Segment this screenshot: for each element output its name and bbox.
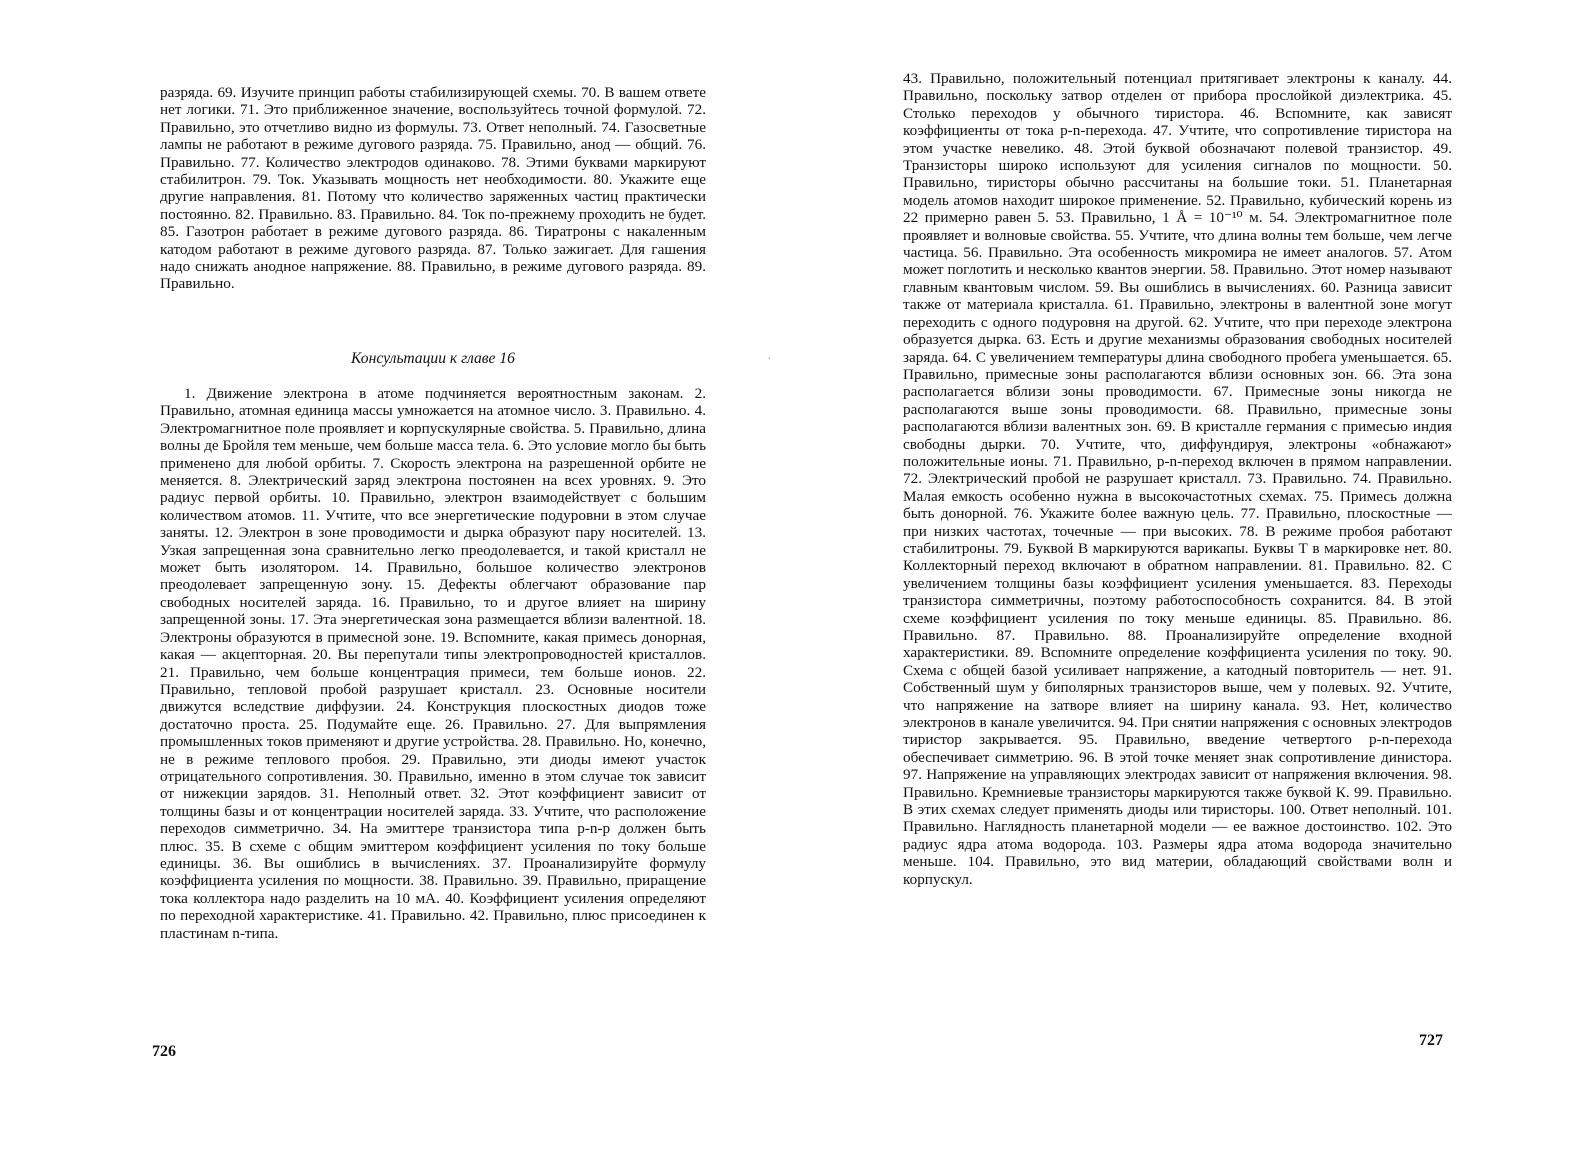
left-page-body-paragraph: 1. Движение электрона в атоме подчиняется вероятностным законам. 2. Правильно, атомная единица массы умножается на атомное число. 3. Правильно. 4. Электромагнитное поле проявляет и корпускулярные свойства. 5. Правильно, длина волны де Бройля тем меньше, чем больше масса тела. 6. Это условие могло бы быть применено для любой орбиты. 7. Скорость электрона на разрешенной орбите не меняется. 8. Электрический заряд электрона постоянен на всех уровнях. 9. Это радиус первой орбиты. 10. Правильно, электрон взаимодействует с большим количеством атомов. 11. Учтите, что все энергетические подуровни в этом случае заняты. 12. Электрон в зоне проводимости и дырка образуют пару носителей. 13. Узкая запрещенная зона сравнительно легко преодолевается, и такой кристалл не может быть изолятором. 14. Правильно, большое количество электронов преодолевает запрещенную зону. 15. Дефекты облегчают образование пар свободных носителей заряда. 16. Правильно, то и другое влияет на ширину запрещенной зоны. 17. Эта энергетическая зона размещается вблизи валентной. 18. Электроны образуются в примесной зоне. 19. Вспомните, какая примесь донорная, какая — акцепторная. 20. Вы перепутали типы электропроводностей кристаллов. 21. Правильно, чем больше концентрация примеси, тем больше ионов. 22. Правильно, тепловой пробой разрушает кристалл. 23. Основные носители движутся вследствие диффузии. 24. Конструкция плоскостных диодов тоже достаточно проста. 25. Подумайте еще. 26. Правильно. 27. Для выпрямления промышленных токов применяют и другие устройства. 28. Правильно. Но, конечно, не в режиме теплового пробоя. 29. Правильно, эти диоды имеют участок отрицательного сопротивления. 30. Правильно, именно в этом случае ток зависит от нижекции зарядов. 31. Неполный ответ. 32. Этот коэффициент зависит от толщины базы и от концентрации носителей заряда. 33. Учтите, что расположение переходов симметрично. 34. На эмиттере транзистора типа p-n-p должен быть плюс. 35. В схеме с общим эмиттером коэффициент усиления по току больше единицы. 36. Вы ошиблись в вычислениях. 37. Проанализируйте формулу коэффициента усиления по мощности. 38. Правильно. 39. Правильно, приращение тока коллектора надо разделить на 10 мА. 40. Коэффициент усиления определяют по переходной характеристике. 41. Правильно. 42. Правильно, плюс присоединен к пластинам n-типа. [160,385,706,942]
left-page-top-paragraph: разряда. 69. Изучите принцип работы стабилизирующей схемы. 70. В вашем ответе нет логики. 71. Это приближенное значение, воспользуйтесь точной формулой. 72. Правильно, это отчетливо видно из формулы. 73. Ответ неполный. 74. Газосветные лампы не работают в режиме дугового разряда. 75. Правильно, анод — общий. 76. Правильно. 77. Количество электродов одинаково. 78. Этими буквами маркируют стабилитрон. 79. Ток. Указывать мощность нет необходимости. 80. Укажите еще другие направления. 81. Потому что количество заряженных частиц практически постоянно. 82. Правильно. 83. Правильно. 84. Ток по-прежнему проходить не будет. 85. Газотрон работает в режиме дугового разряда. 86. Тиратроны с накаленным катодом работают в режиме дугового разряда. 87. Только зажигает. Для гашения надо снижать анодное напряжение. 88. Правильно, в режиме дугового разряда. 89. Правильно. [160,84,706,293]
scan-speck: · [768,354,771,363]
page-number-right: 727 [1419,1032,1443,1049]
section-heading: Консультации к главе 16 [351,350,515,367]
right-page [791,0,1582,1153]
page-number-left: 726 [152,1043,176,1060]
right-page-paragraph: 43. Правильно, положительный потенциал притягивает электроны к каналу. 44. Правильно, поскольку затвор отделен от прибора прослойкой диэлектрика. 45. Столько переходов у обычного тиристора. 46. Вспомните, как зависят коэффициенты от тока p-n-перехода. 47. Учтите, что сопротивление тиристора на этом участке невелико. 48. Этой буквой обозначают полевой транзистор. 49. Транзисторы широко используют для усиления сигналов по мощности. 50. Правильно, тиристоры обычно рассчитаны на большие токи. 51. Планетарная модель атомов находит широкое применение. 52. Правильно, кубический корень из 22 примерно равен 5. 53. Правильно, 1 Å = 10⁻¹⁰ м. 54. Электромагнитное поле проявляет и волновые свойства. 55. Учтите, что длина волны тем больше, чем легче частица. 56. Правильно. Эта особенность микромира не имеет аналогов. 57. Атом может поглотить и несколько квантов энергии. 58. Правильно. Этот номер называют главным квантовым числом. 59. Вы ошиблись в вычислениях. 60. Разница зависит также от материала кристалла. 61. Правильно, электроны в валентной зоне могут переходить с одного подуровня на другой. 62. Учтите, что при переходе электрона образуется дырка. 63. Есть и другие механизмы образования свободных носителей заряда. 64. С увеличением температуры длина свободного пробега уменьшается. 65. Правильно, примесные зоны располагаются вблизи основных зон. 66. Эта зона располагается вблизи зоны проводимости. 67. Примесные зоны никогда не располагаются выше зоны проводимости. 68. Правильно, примесные зоны располагаются вблизи валентных зон. 69. В кристалле германия с примесью индия свободны дырки. 70. Учтите, что, диффундируя, электроны «обнажают» положительные ионы. 71. Правильно, p-n-переход включен в прямом направлении. 72. Электрический пробой не разрушает кристалл. 73. Правильно. 74. Правильно. Малая емкость особенно нужна в высокочастотных схемах. 75. Примесь должна быть донорной. 76. Укажите более важную цель. 77. Правильно, плоскостные — при низких частотах, точечные — при высоких. 78. В режиме пробоя работают стабилитроны. 79. Буквой В маркируются варикапы. Буквы Т в маркировке нет. 80. Коллекторный переход включают в обратном направлении. 81. Правильно. 82. С увеличением толщины базы коэффициент усиления уменьшается. 83. Переходы транзистора симметричны, поэтому работоспособность сохранится. 84. В этой схеме коэффициент усиления по току меньше единицы. 85. Правильно. 86. Правильно. 87. Правильно. 88. Проанализируйте определение входной характеристики. 89. Вспомните определение коэффициента усиления по току. 90. Схема с общей базой усиливает напряжение, а катодный повторитель — нет. 91. Собственный шум у биполярных транзисторов выше, чем у полевых. 92. Учтите, что напряжение на затворе влияет на ширину канала. 93. Нет, количество электронов в канале увеличится. 94. При снятии напряжения с основных электродов тиристор закрывается. 95. Правильно, введение четвертого p-n-перехода обеспечивает симметрию. 96. В этой точке меняет знак сопротивление динистора. 97. Напряжение на управляющих электродах зависит от напряжения включения. 98. Правильно. Кремниевые транзисторы маркируются также буквой К. 99. Правильно. В этих схемах следует применять диоды или тиристоры. 100. Ответ неполный. 101. Правильно. Наглядность планетарной модели — ее важное достоинство. 102. Это радиус ядра атома водорода. 103. Размеры ядра атома водорода значительно меньше. 104. Правильно, это вид материи, обладающий свойствами волн и корпускул. [903,70,1452,888]
